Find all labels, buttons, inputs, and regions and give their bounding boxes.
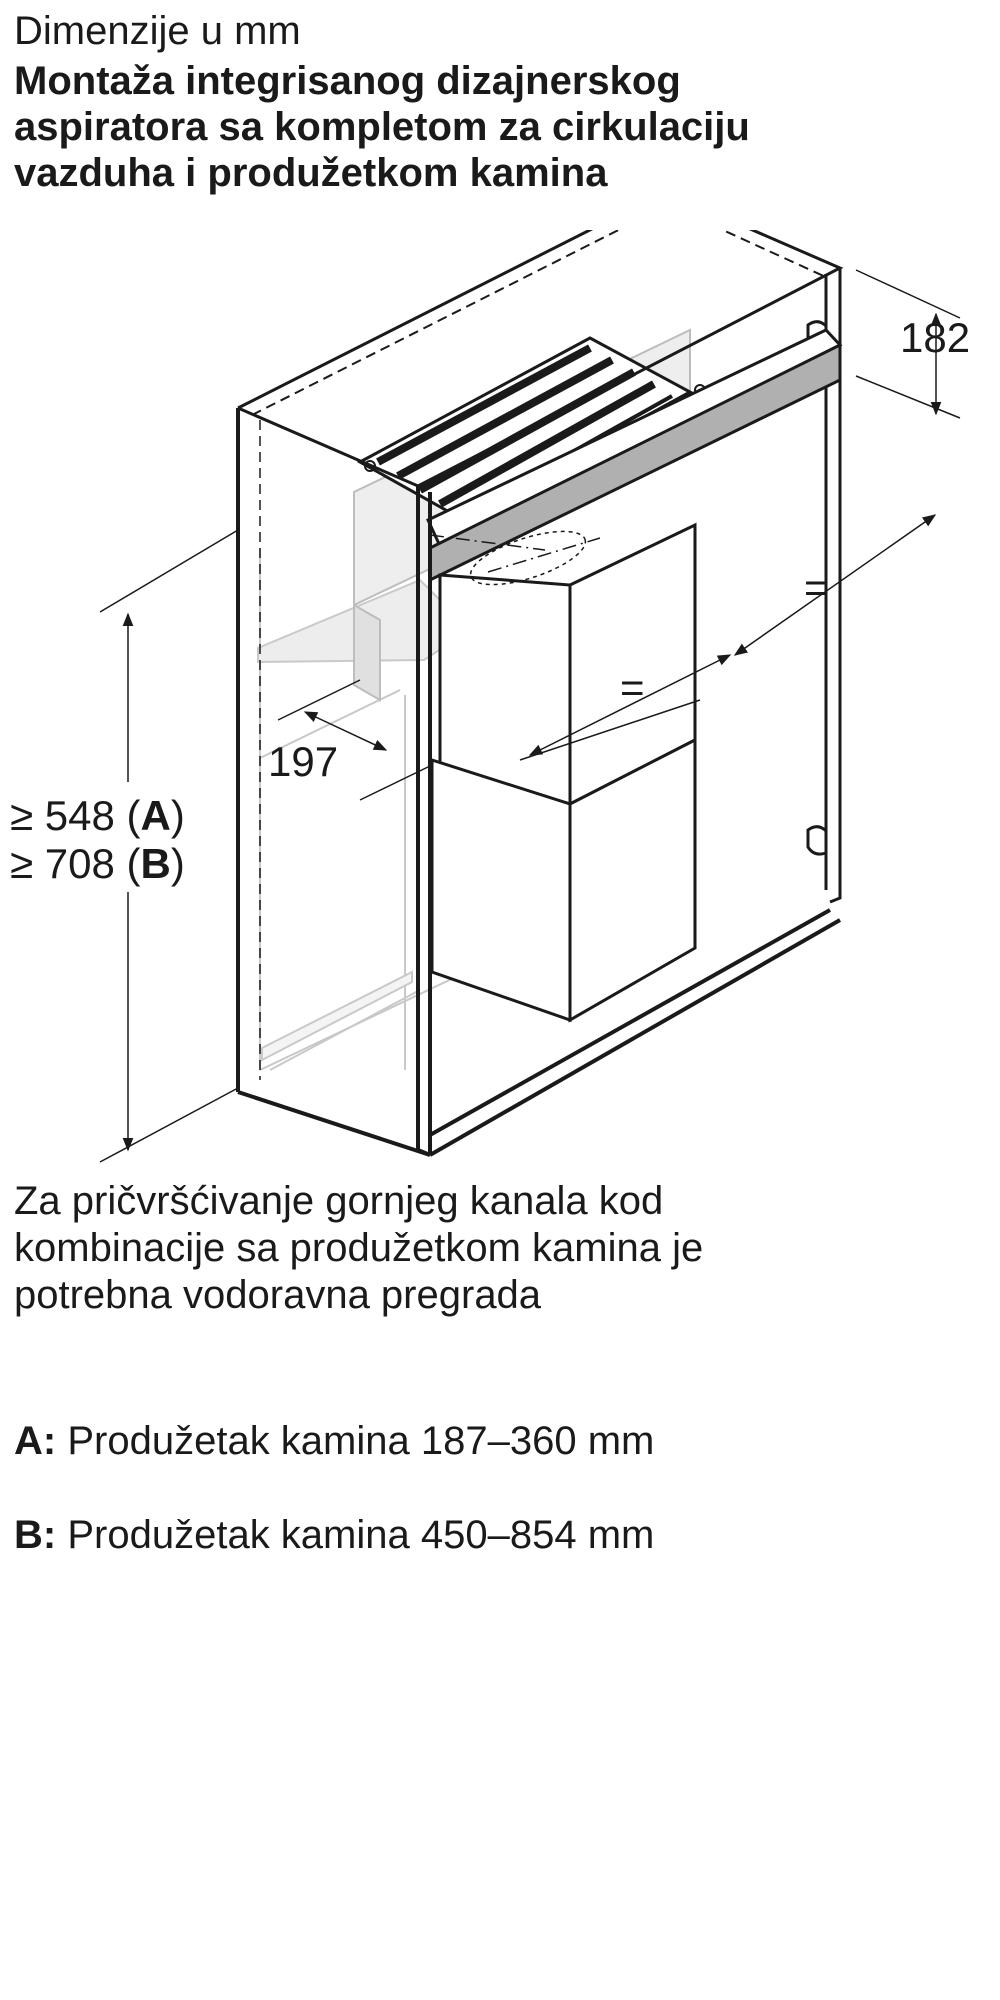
- bottom-shelf: [262, 972, 420, 1070]
- equal-mark-lower: =: [620, 664, 645, 711]
- legend-text: Produžetak kamina 450–854 mm: [67, 1513, 655, 1557]
- title-line: vazduha i produžetkom kamina: [14, 151, 608, 195]
- height-label-a: ≥ 548 (A): [10, 792, 185, 839]
- legend-key: B:: [14, 1513, 57, 1557]
- diagram-subtitle: Dimenzije u mm: [14, 9, 301, 53]
- chimney-duct: [432, 525, 695, 1020]
- equal-mark-upper: =: [804, 564, 829, 611]
- title-line: aspiratora sa kompletom za cirkulaciju: [14, 105, 750, 149]
- dim-182-label: 182: [900, 314, 971, 361]
- installation-note: [14, 1178, 974, 1319]
- legend-key: A:: [14, 1419, 57, 1463]
- height-label-b: ≥ 708 (B): [10, 840, 185, 887]
- legend-item-a: [14, 1418, 974, 1464]
- title-line: Montaža integrisanog dizajnerskog: [14, 59, 681, 103]
- legend-text: Produžetak kamina 187–360 mm: [67, 1419, 655, 1463]
- installation-diagram: [0, 230, 1000, 1170]
- legend-item-b: [14, 1512, 974, 1558]
- dim-197-label: 197: [268, 738, 339, 785]
- note-line: potrebna vodoravna pregrada: [14, 1273, 542, 1317]
- note-line: kombinacije sa produžetkom kamina je: [14, 1226, 704, 1270]
- note-line: Za pričvršćivanje gornjeg kanala kod: [14, 1179, 664, 1223]
- diagram-title: [14, 58, 974, 196]
